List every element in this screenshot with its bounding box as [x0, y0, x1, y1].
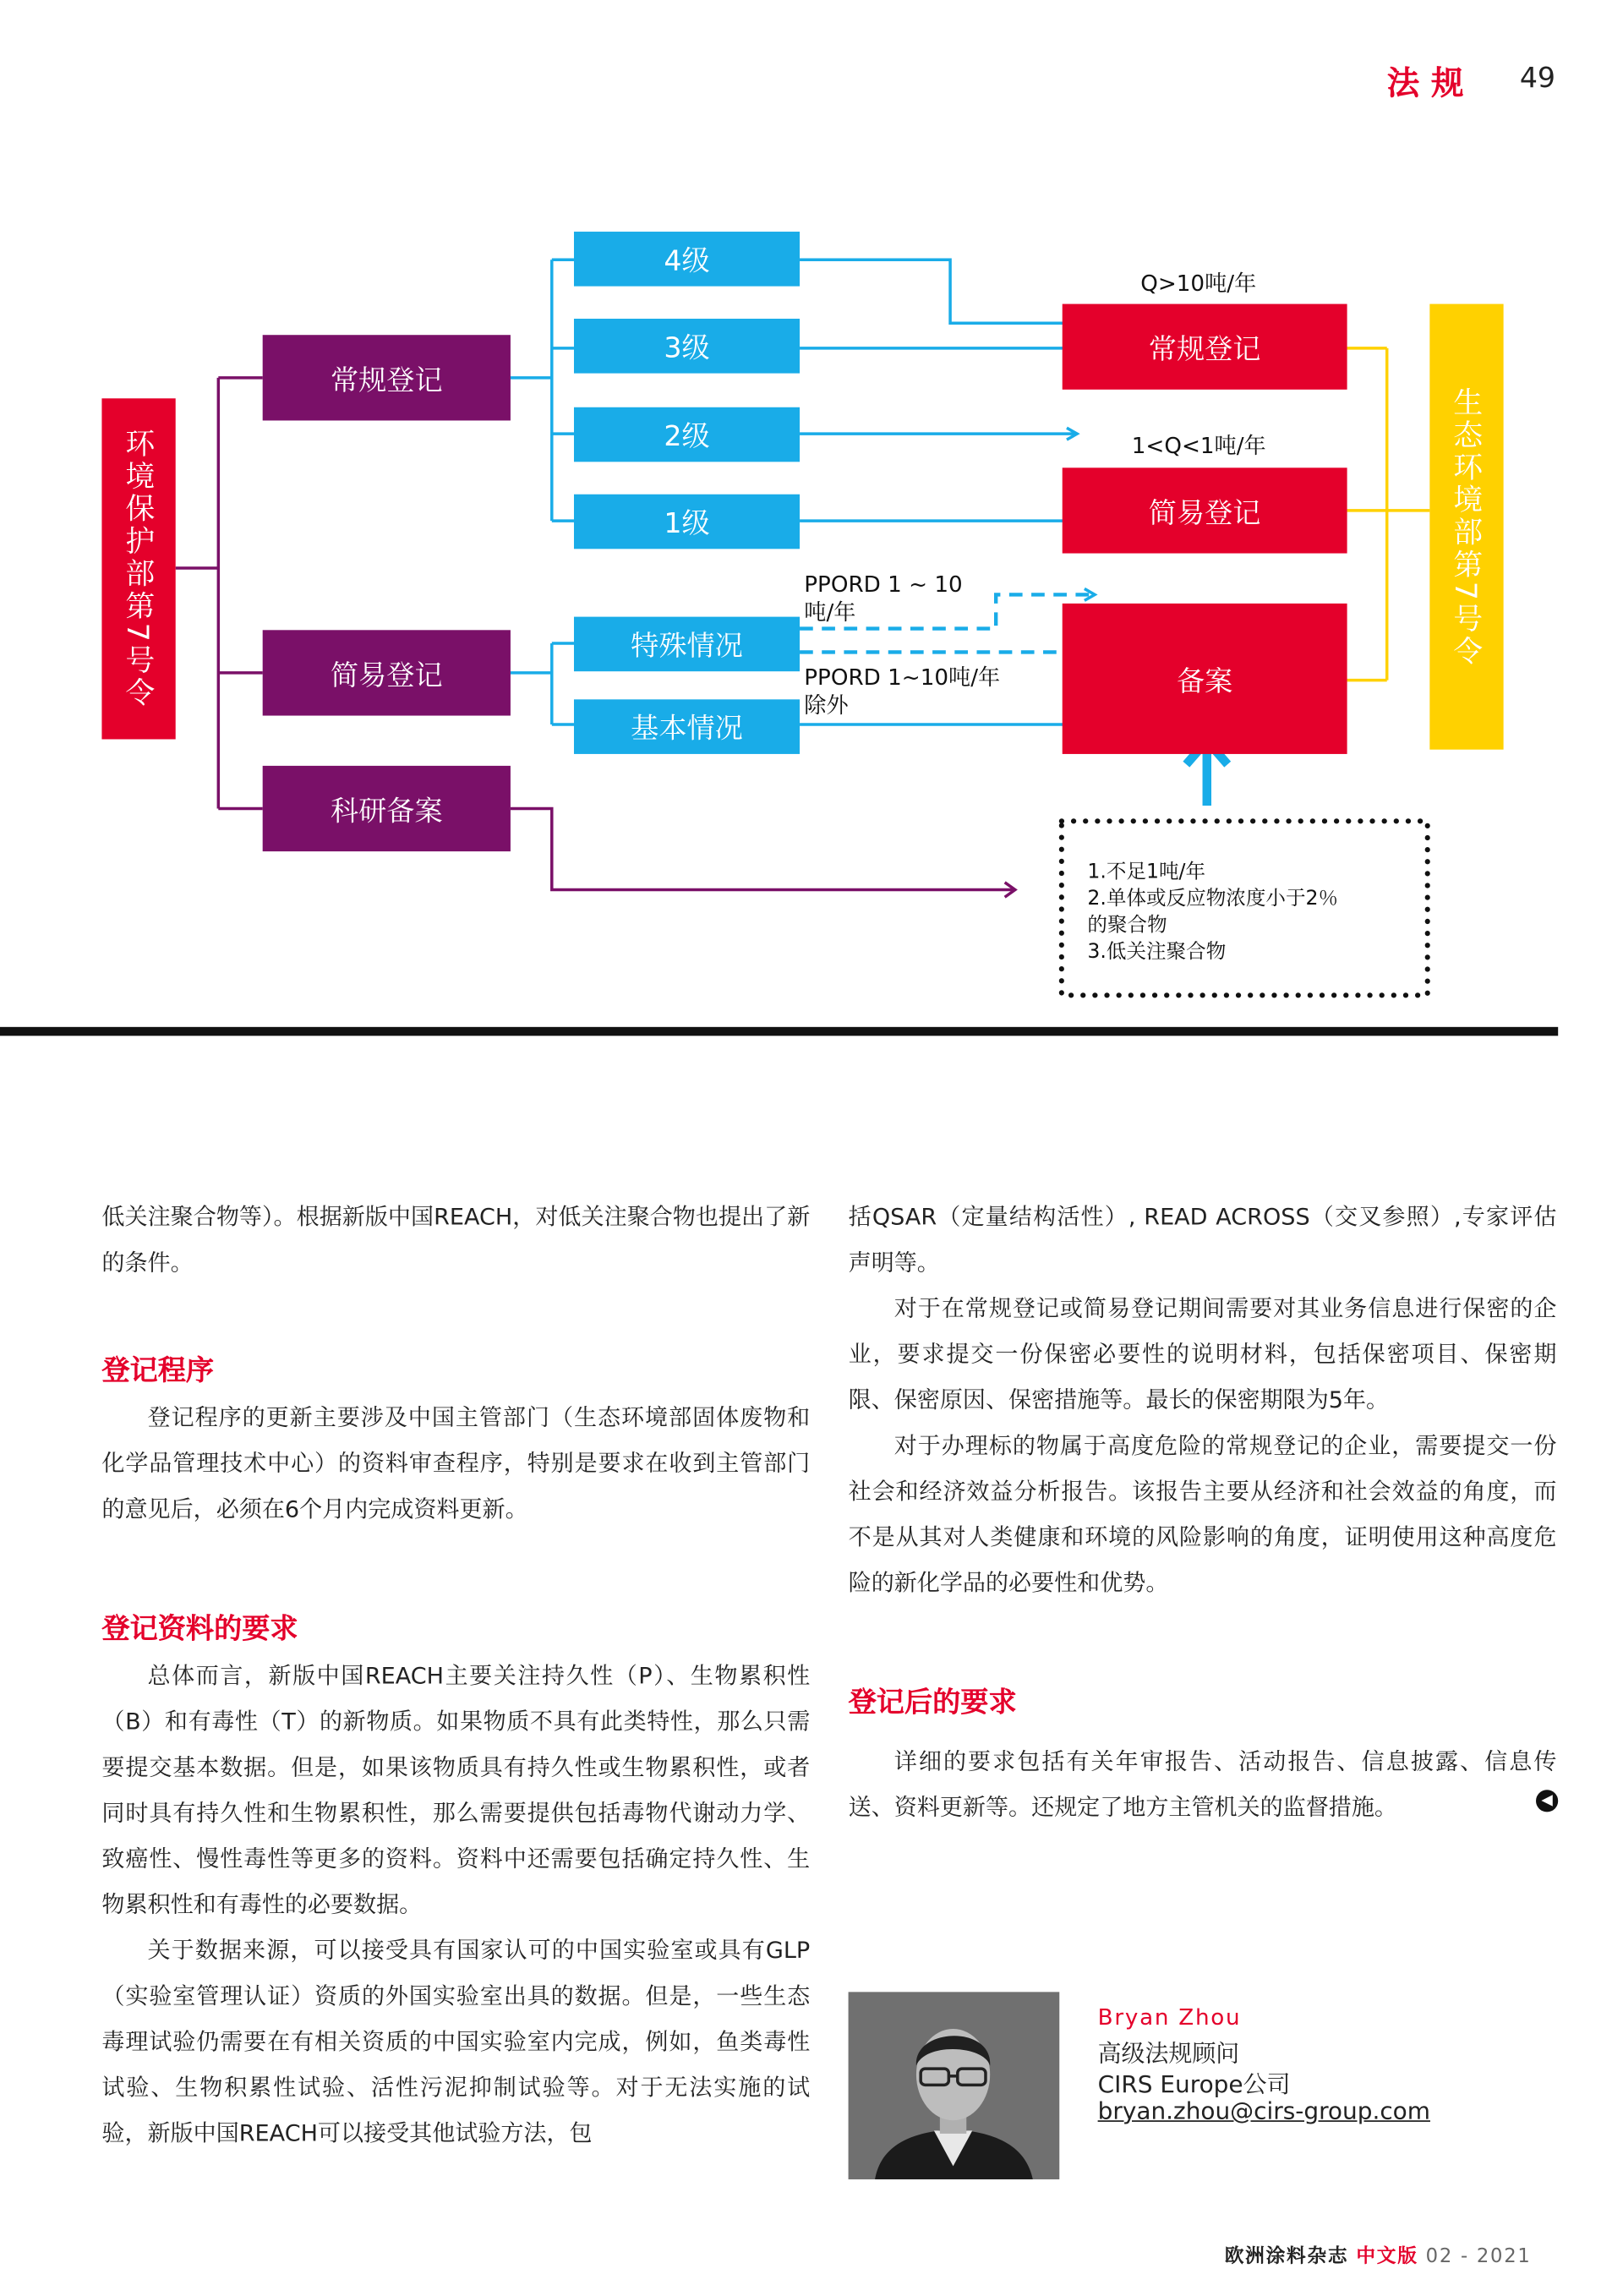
- footer-edition: 中文版: [1356, 2245, 1418, 2268]
- author-title: 高级法规顾问: [1097, 2039, 1240, 2068]
- cyan-box-level-3: 3级: [574, 319, 800, 374]
- author-email-link[interactable]: bryan.zhou@cirs-group.com: [1097, 2096, 1430, 2125]
- left-regulation-banner: 环境保护部第7号令: [101, 398, 175, 739]
- end-of-article-icon: ◀: [1536, 1790, 1558, 1812]
- author-photo: [849, 1992, 1060, 2179]
- red-box-filing: 备案: [1063, 604, 1347, 754]
- purple-box-regular: 常规登记: [263, 335, 511, 420]
- cyan-box-level-4: 4级: [574, 232, 800, 287]
- left-column: [101, 1195, 810, 2157]
- right-intro-paragraph: 括QSAR（定量结构活性）, READ ACROSS（交叉参照）,专家评估声明等。: [848, 1204, 1557, 1276]
- section-title: 法规: [1386, 66, 1476, 104]
- label-ppord-1-line2: 吨/年: [804, 599, 856, 626]
- registration-diagram: [0, 0, 1623, 1018]
- page-number: 49: [1519, 62, 1556, 95]
- paragraph-registration-procedure: 登记程序的更新主要涉及中国主管部门（生态环境部固体废物和化学品管理技术中心）的资料审查程序，特别是要求在收到主管部门的意见后，必须在6个月内完成资料更新。: [101, 1404, 811, 1523]
- paragraph-registration-data: 总体而言，新版中国REACH主要关注持久性（P）、生物累积性（B）和有毒性（T）的新物质。如果物质不具有此类特性，那么只需要提交基本数据。但是，如果该物质具有持久性或生物累积性，或者同时具有持久性和生物累积性，那么需要提供包括毒物代谢动力学、致癌性、慢性毒性等更多的资料。资料中还需要包括确定持久性、生物累积性和有毒性的必要数据。: [101, 1663, 811, 1919]
- left-intro-paragraph: 低关注聚合物等）。根据新版中国REACH，对低关注聚合物也提出了新的条件。: [101, 1204, 811, 1276]
- red-box-simple: 简易登记: [1063, 467, 1347, 553]
- heading-post-registration: 登记后的要求: [848, 1686, 1017, 1719]
- right-column: [849, 1195, 1557, 1831]
- label-ppord-1-line1: PPORD 1 ~ 10: [804, 571, 963, 598]
- page-footer: [1225, 2240, 1532, 2268]
- note-item: 2.单体或反应物浓度小于2％: [1087, 887, 1339, 910]
- note-item: 1.不足1吨/年: [1087, 860, 1206, 884]
- note-item: 3.低关注聚合物: [1087, 939, 1227, 964]
- author-company: CIRS Europe公司: [1097, 2069, 1291, 2099]
- label-ppord-2-line2: 除外: [804, 692, 849, 719]
- heading-registration-data: 登记资料的要求: [101, 1612, 298, 1646]
- note-item: 的聚合物: [1087, 913, 1167, 938]
- cyan-box-special: 特殊情况: [574, 617, 800, 672]
- cyan-box-level-1: 1级: [574, 495, 800, 549]
- paragraph-data-source: 关于数据来源，可以接受具有国家认可的中国实验室或具有GLP（实验室管理认证）资质的外国实验室出具的数据。但是，一些生态毒理试验仍需要在有相关资质的中国实验室内完成，例如，鱼类毒性试验、生物积累性试验、活性污泥抑制试验等。对于无法实施的试验，新版中国REACH可以接受其他试验方法，包: [101, 1937, 811, 2147]
- label-q-mid: 1<Q<1吨/年: [1131, 432, 1266, 459]
- red-box-regular: 常规登记: [1063, 304, 1347, 390]
- cyan-box-basic: 基本情况: [574, 699, 800, 754]
- author-name: Bryan Zhou: [1097, 2004, 1242, 2031]
- footer-magazine: 欧洲涂料杂志: [1224, 2245, 1349, 2268]
- label-q-high: Q>10吨/年: [1140, 270, 1257, 297]
- cyan-box-level-2: 2级: [574, 407, 800, 462]
- notes-box-text: [1087, 859, 1412, 965]
- label-ppord-2-line1: PPORD 1~10吨/年: [804, 664, 1001, 691]
- purple-box-research: 科研备案: [263, 766, 511, 851]
- right-regulation-banner: 生态环境部第7号令: [1429, 304, 1503, 750]
- heading-registration-procedure: 登记程序: [101, 1354, 215, 1387]
- section-divider: [0, 1027, 1558, 1036]
- purple-box-simple: 简易登记: [263, 630, 511, 715]
- paragraph-post-registration: 详细的要求包括有关年审报告、活动报告、信息披露、信息传送、资料更新等。还规定了地方主管机关的监督措施。: [848, 1748, 1557, 1821]
- paragraph-socioeconomic: 对于办理标的物属于高度危险的常规登记的企业，需要提交一份社会和经济效益分析报告。该报告主要从经济和社会效益的角度，而不是从其对人类健康和环境的风险影响的角度，证明使用这种高度危险的新化学品的必要性和优势。: [848, 1432, 1557, 1597]
- footer-issue: 02 - 2021: [1425, 2245, 1532, 2268]
- paragraph-confidentiality: 对于在常规登记或简易登记期间需要对其业务信息进行保密的企业，要求提交一份保密必要性的说明材料，包括保密项目、保密期限、保密原因、保密措施等。最长的保密期限为5年。: [848, 1295, 1557, 1414]
